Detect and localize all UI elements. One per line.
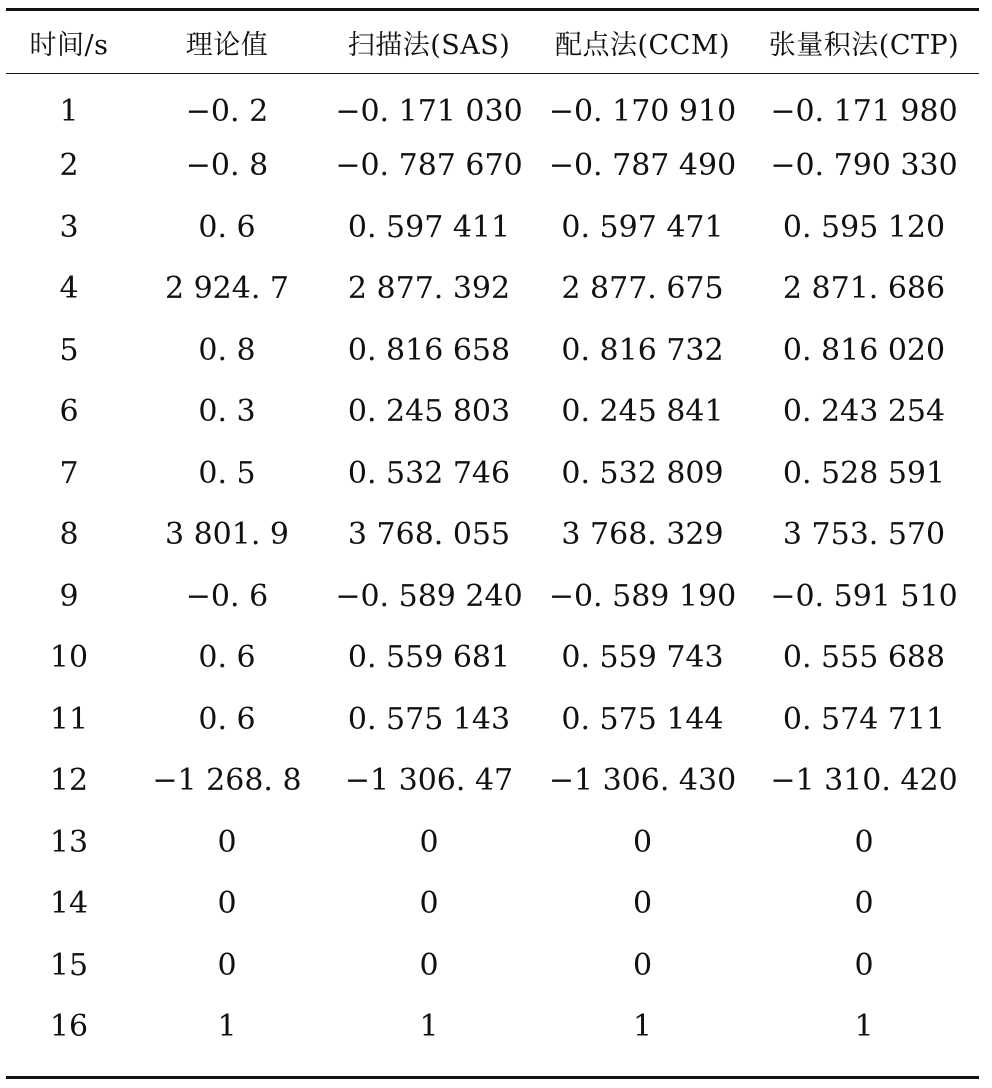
cell-time: 7 bbox=[59, 455, 79, 491]
cell-theoretical: 2 924. 7 bbox=[164, 271, 290, 307]
cell-ctp: −0. 171 980 bbox=[770, 94, 958, 129]
cell-sas: 3 768. 055 bbox=[347, 517, 511, 553]
header-ctp: 张量积法(CTP) bbox=[768, 29, 960, 61]
cell-ctp: 2 871. 686 bbox=[782, 271, 946, 307]
table-row bbox=[6, 74, 979, 136]
results-table-container bbox=[6, 8, 979, 1058]
cell-ccm: 2 877. 675 bbox=[561, 271, 724, 307]
table-row bbox=[6, 320, 979, 382]
table-body bbox=[6, 74, 979, 1058]
cell-ctp: 1 bbox=[854, 1009, 874, 1045]
cell-time: 11 bbox=[49, 701, 89, 737]
cell-ccm: 0 bbox=[632, 824, 653, 860]
cell-ccm: 0. 597 471 bbox=[561, 209, 724, 245]
table-row bbox=[6, 197, 979, 259]
cell-theoretical: −0. 2 bbox=[185, 94, 269, 129]
table-row bbox=[6, 135, 979, 197]
cell-time: 9 bbox=[59, 578, 79, 614]
table-row bbox=[6, 381, 979, 443]
cell-time: 15 bbox=[49, 947, 89, 983]
table-row bbox=[6, 996, 979, 1058]
cell-time: 10 bbox=[49, 640, 89, 676]
cell-theoretical: −1 268. 8 bbox=[152, 763, 302, 799]
cell-ctp: 0. 574 711 bbox=[782, 701, 946, 737]
cell-ccm: −1 306. 430 bbox=[548, 763, 737, 799]
cell-ctp: 3 753. 570 bbox=[782, 517, 946, 553]
cell-ctp: 0. 555 688 bbox=[782, 640, 946, 676]
cell-theoretical: 0. 5 bbox=[198, 455, 256, 491]
cell-ctp: −1 310. 420 bbox=[770, 763, 958, 799]
cell-sas: 0. 245 803 bbox=[347, 394, 511, 430]
cell-theoretical: 3 801. 9 bbox=[164, 517, 290, 553]
cell-time: 1 bbox=[59, 94, 79, 129]
table-row bbox=[6, 873, 979, 935]
cell-sas: 2 877. 392 bbox=[347, 271, 511, 307]
cell-sas: 0. 532 746 bbox=[347, 455, 511, 491]
cell-ctp: 0 bbox=[854, 824, 874, 860]
table-row bbox=[6, 935, 979, 997]
header-theoretical-value: 理论值 bbox=[185, 29, 269, 61]
header-ccm: 配点法(CCM) bbox=[554, 29, 731, 61]
cell-ccm: 0. 816 732 bbox=[561, 332, 724, 368]
cell-time: 4 bbox=[59, 271, 79, 307]
cell-theoretical: 0. 6 bbox=[198, 640, 256, 676]
cell-sas: 1 bbox=[419, 1009, 439, 1045]
cell-sas: 0 bbox=[419, 886, 439, 922]
header-time: 时间/s bbox=[29, 29, 109, 61]
header-sas: 扫描法(SAS) bbox=[347, 29, 511, 61]
table-row bbox=[6, 443, 979, 505]
cell-ccm: 0 bbox=[632, 947, 653, 983]
cell-time: 13 bbox=[49, 824, 89, 860]
cell-theoretical: 0. 6 bbox=[198, 701, 256, 737]
table-header bbox=[6, 10, 979, 74]
cell-theoretical: 1 bbox=[217, 1009, 237, 1045]
cell-theoretical: 0 bbox=[217, 824, 237, 860]
table-row bbox=[6, 627, 979, 689]
table-row bbox=[6, 689, 979, 751]
cell-ccm: 3 768. 329 bbox=[561, 517, 724, 553]
cell-ccm: 0. 559 743 bbox=[561, 640, 724, 676]
cell-sas: −0. 787 670 bbox=[335, 148, 523, 184]
cell-theoretical: −0. 6 bbox=[185, 578, 269, 614]
cell-sas: 0. 816 658 bbox=[347, 332, 511, 368]
cell-ccm: 0. 245 841 bbox=[561, 394, 724, 430]
table-row bbox=[6, 750, 979, 812]
cell-sas: 0. 597 411 bbox=[347, 209, 511, 245]
table-row bbox=[6, 812, 979, 874]
cell-time: 16 bbox=[49, 1009, 89, 1045]
cell-ctp: 0 bbox=[854, 947, 874, 983]
table-bottom-rule bbox=[6, 1076, 979, 1079]
cell-time: 2 bbox=[59, 148, 79, 184]
cell-ctp: 0. 816 020 bbox=[782, 332, 946, 368]
results-table bbox=[6, 8, 979, 1058]
cell-theoretical: 0. 6 bbox=[198, 209, 256, 245]
cell-ccm: −0. 589 190 bbox=[548, 578, 737, 614]
cell-ccm: 0. 532 809 bbox=[561, 455, 724, 491]
cell-theoretical: 0. 3 bbox=[198, 394, 256, 430]
header-row bbox=[6, 10, 979, 74]
cell-sas: 0. 575 143 bbox=[347, 701, 511, 737]
cell-theoretical: 0 bbox=[217, 886, 237, 922]
cell-time: 8 bbox=[59, 517, 79, 553]
cell-ctp: 0 bbox=[854, 886, 874, 922]
cell-ccm: −0. 170 910 bbox=[548, 94, 737, 129]
cell-time: 3 bbox=[59, 209, 79, 245]
cell-time: 14 bbox=[49, 886, 89, 922]
cell-theoretical: 0. 8 bbox=[198, 332, 256, 368]
cell-ctp: 0. 595 120 bbox=[782, 209, 946, 245]
table-row bbox=[6, 566, 979, 628]
cell-ctp: −0. 790 330 bbox=[770, 148, 958, 184]
cell-sas: 0 bbox=[419, 824, 439, 860]
cell-time: 12 bbox=[49, 763, 89, 799]
table-row bbox=[6, 258, 979, 320]
cell-ctp: 0. 528 591 bbox=[782, 455, 946, 491]
cell-theoretical: −0. 8 bbox=[185, 148, 269, 184]
cell-sas: −0. 589 240 bbox=[335, 578, 523, 614]
cell-sas: −1 306. 47 bbox=[344, 763, 514, 799]
cell-ccm: 0 bbox=[632, 886, 653, 922]
table-row bbox=[6, 504, 979, 566]
cell-theoretical: 0 bbox=[217, 947, 237, 983]
cell-ccm: −0. 787 490 bbox=[548, 148, 737, 184]
cell-ctp: −0. 591 510 bbox=[770, 578, 958, 614]
cell-sas: −0. 171 030 bbox=[335, 94, 523, 129]
cell-ctp: 0. 243 254 bbox=[782, 394, 946, 430]
cell-ccm: 0. 575 144 bbox=[561, 701, 724, 737]
cell-ccm: 1 bbox=[632, 1009, 653, 1045]
cell-time: 6 bbox=[59, 394, 79, 430]
cell-time: 5 bbox=[59, 332, 79, 368]
cell-sas: 0 bbox=[419, 947, 439, 983]
cell-sas: 0. 559 681 bbox=[347, 640, 511, 676]
